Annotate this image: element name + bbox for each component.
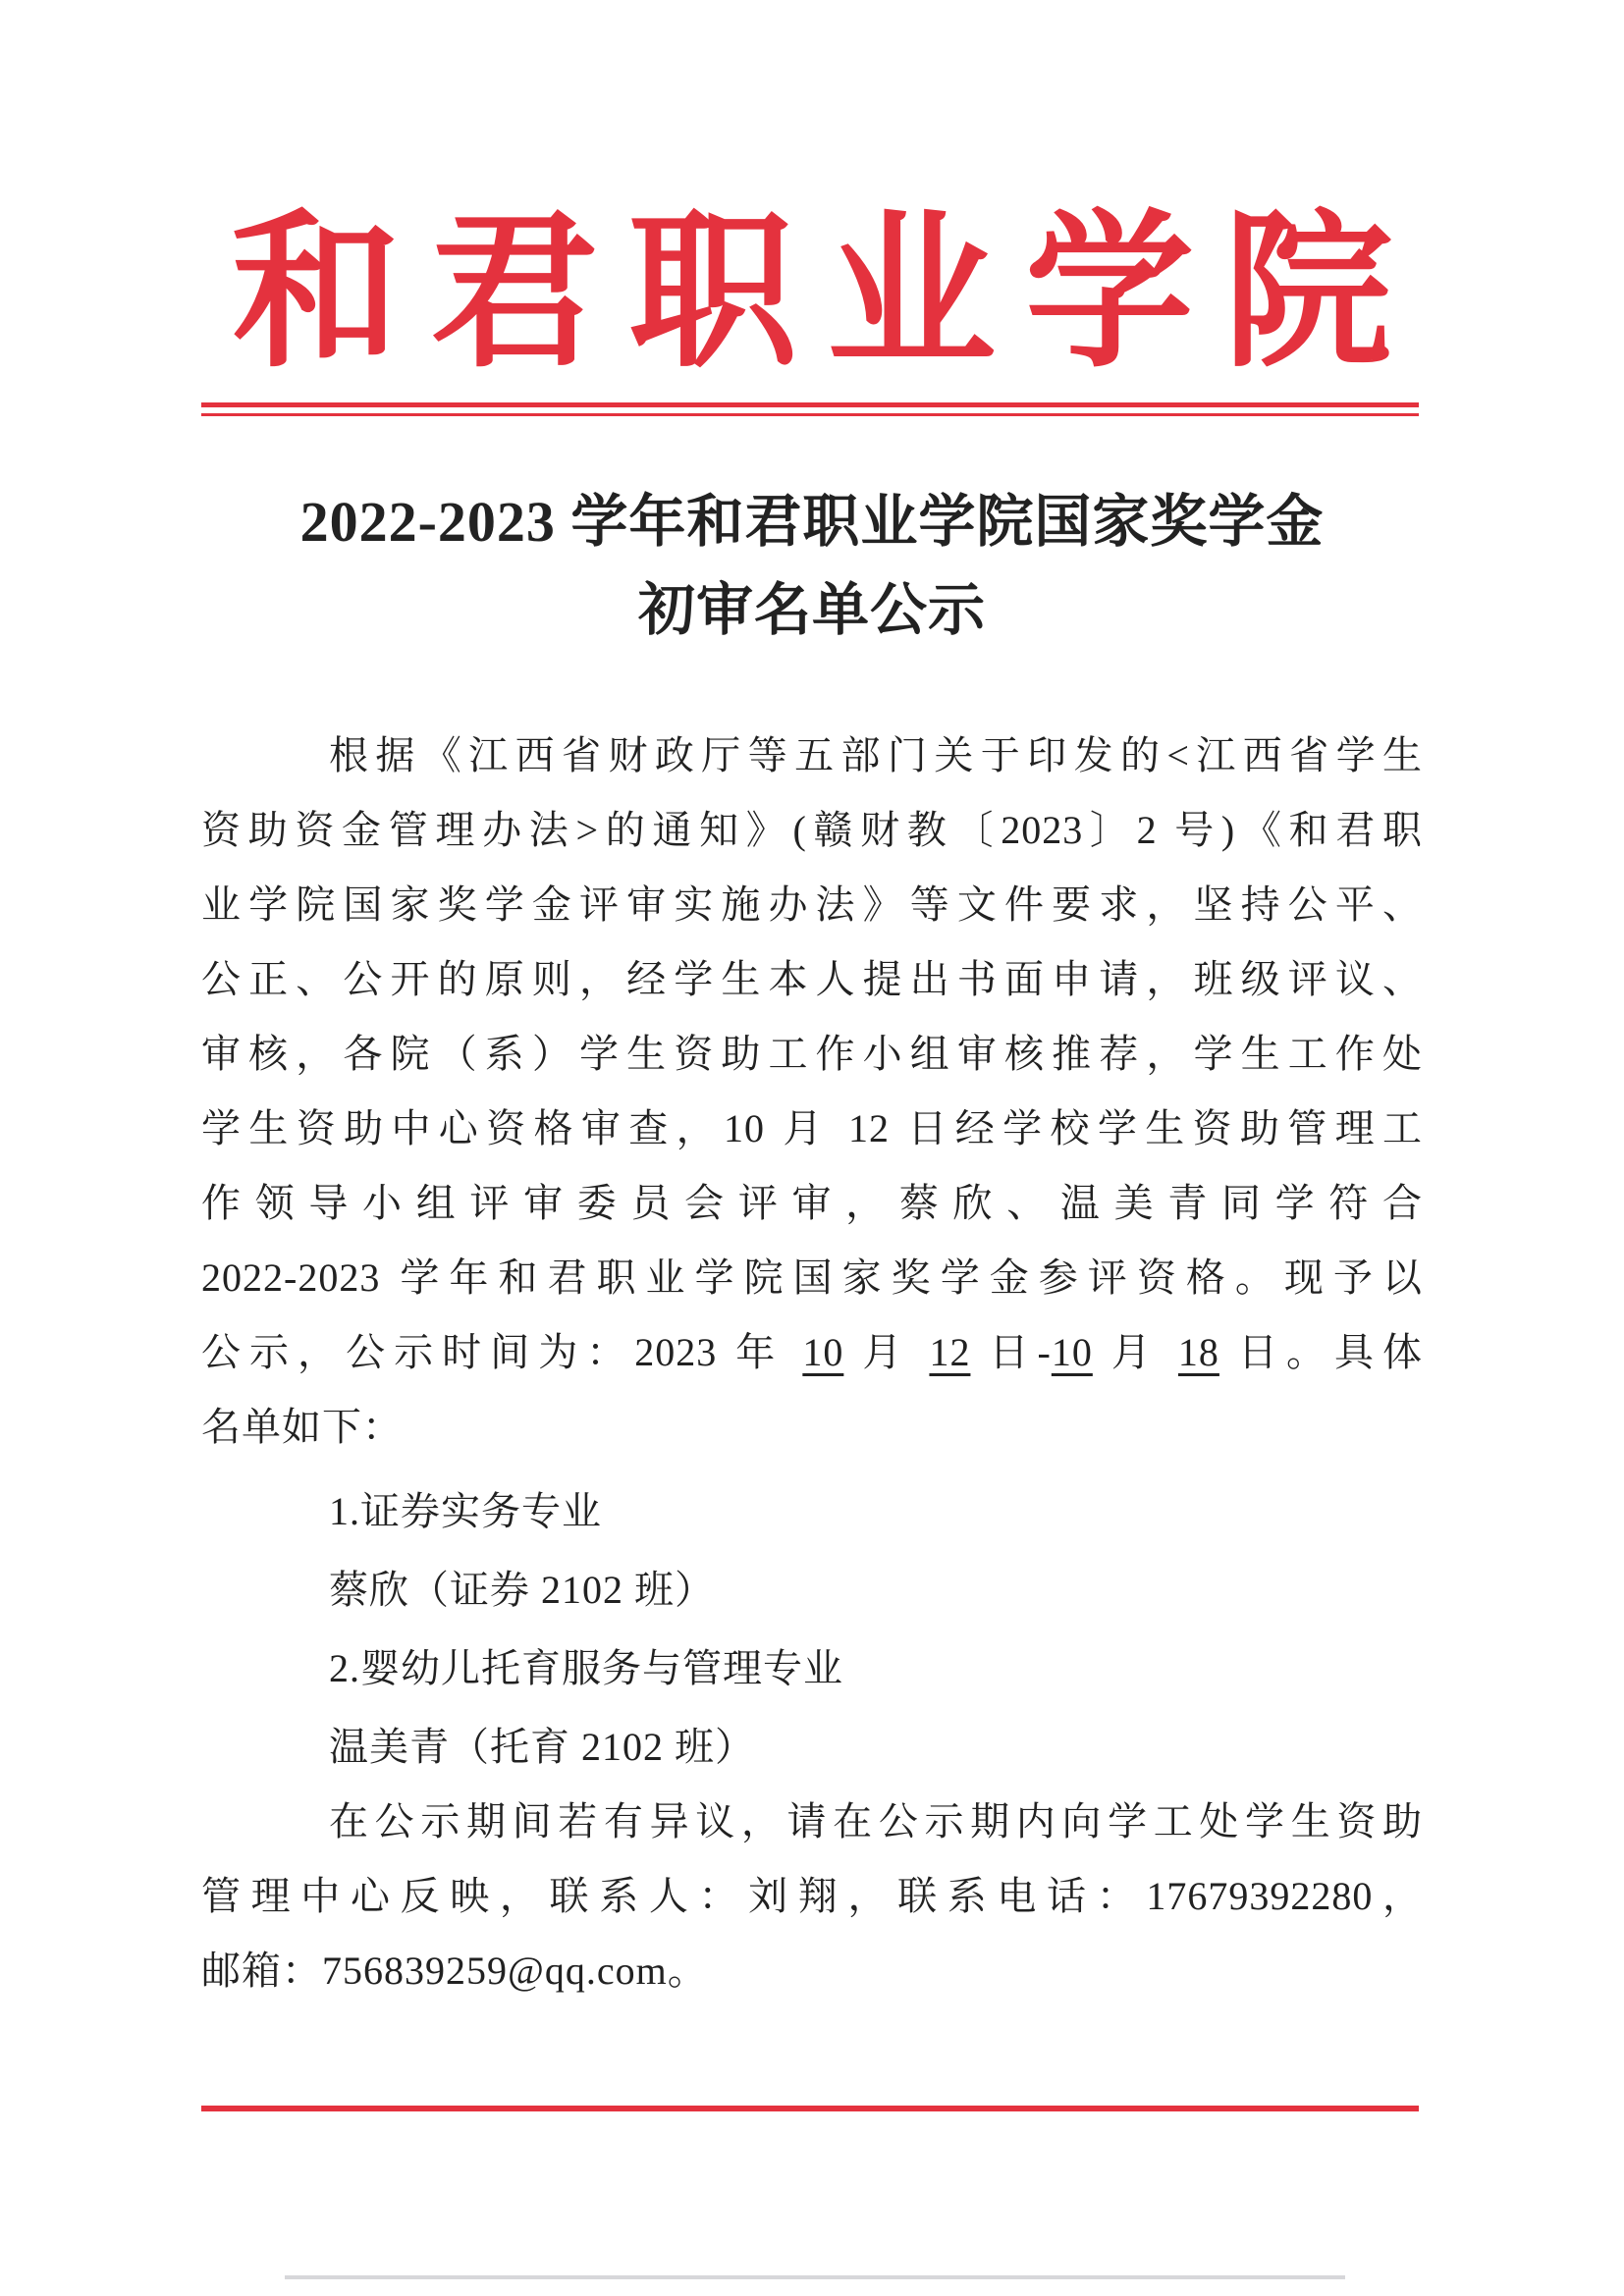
header-rule-thick bbox=[201, 402, 1419, 407]
paragraph-line: 根据《江西省财政厅等五部门关于印发的<江西省学生 bbox=[329, 733, 1423, 777]
list-item-student-2: 温美青（托育 2102 班） bbox=[329, 1725, 755, 1769]
underlined-start-month: 10 bbox=[802, 1330, 844, 1374]
list-item-major-1: 1.证券实务专业 bbox=[329, 1489, 602, 1533]
underlined-end-month: 10 bbox=[1051, 1330, 1093, 1374]
document-title-line1: 2022-2023 学年和君职业学院国家奖学金 bbox=[299, 490, 1325, 554]
paragraph-line: 资助资金管理办法>的通知》(赣财教〔2023〕2 号)《和君职 bbox=[201, 808, 1423, 852]
main-paragraph bbox=[201, 719, 1423, 1465]
date-line-suffix: 日。具体 bbox=[1218, 1330, 1424, 1374]
date-line-prefix: 公示，公示时间为：2023 年 bbox=[201, 1330, 803, 1374]
document-title-line2: 初审名单公示 bbox=[637, 578, 986, 642]
paragraph-line: 业学院国家奖学金评审实施办法》等文件要求，坚持公平、 bbox=[201, 882, 1423, 927]
paragraph-line: 作领导小组评审委员会评审，蔡欣、温美青同学符合 bbox=[201, 1181, 1423, 1225]
paragraph-line: 公正、公开的原则，经学生本人提出书面申请，班级评议、 bbox=[201, 957, 1423, 1001]
paragraph-line: 学生资助中心资格审查，10 月 12 日经学校学生资助管理工 bbox=[201, 1106, 1423, 1150]
underlined-end-day: 18 bbox=[1177, 1330, 1219, 1374]
header-rule-thin bbox=[201, 413, 1419, 416]
contact-email-line: 邮箱：756839259@qq.com。 bbox=[201, 1949, 708, 1993]
paragraph-line: 名单如下： bbox=[201, 1405, 403, 1449]
paragraph-line: 2022-2023 学年和君职业学院国家奖学金参评资格。现予以 bbox=[201, 1255, 1423, 1300]
school-name-header: 和君职业学院 bbox=[232, 201, 1422, 388]
underlined-start-day: 12 bbox=[929, 1330, 971, 1374]
paragraph-line: 在公示期间若有异议，请在公示期内向学工处学生资助 bbox=[329, 1799, 1423, 1843]
awardee-list bbox=[201, 1472, 1423, 1787]
publicity-date-line: 公示，公示时间为：2023 年 10 月 12 日-10 月 18 日。具体 bbox=[201, 1330, 1424, 1374]
list-item-major-2: 2.婴幼儿托育服务与管理专业 bbox=[329, 1646, 843, 1690]
footer-rule bbox=[201, 2106, 1419, 2111]
scan-artifact-line bbox=[285, 2275, 1345, 2279]
paragraph-line: 管理中心反映，联系人：刘翔，联系电话：17679392280， bbox=[201, 1874, 1423, 1918]
list-item-student-1: 蔡欣（证券 2102 班） bbox=[329, 1568, 715, 1612]
paragraph-line: 审核，各院（系）学生资助工作小组审核推荐，学生工作处 bbox=[201, 1032, 1423, 1076]
contact-paragraph bbox=[201, 1785, 1423, 2008]
